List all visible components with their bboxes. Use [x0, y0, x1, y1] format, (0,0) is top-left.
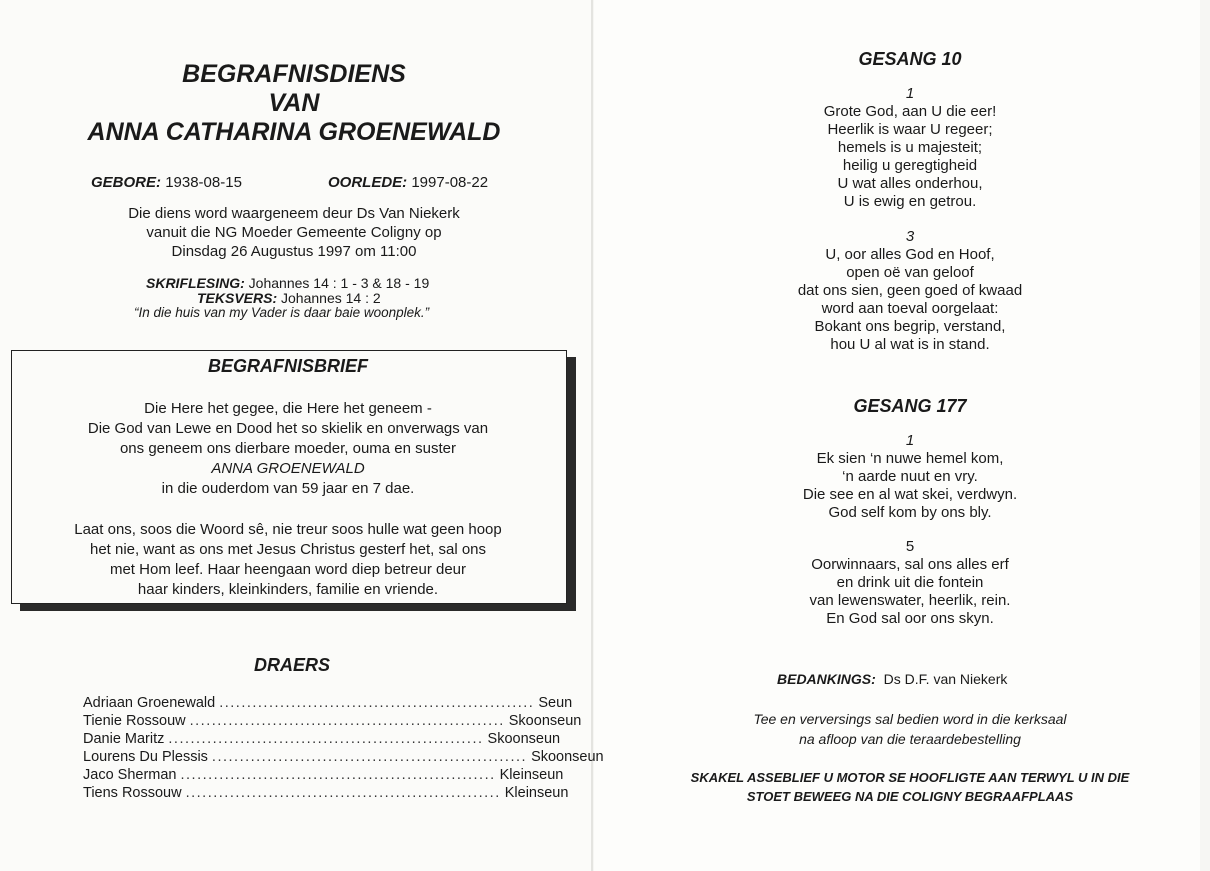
bearer-name: Danie Maritz: [83, 731, 165, 747]
note-line: na afloop van die teraardebestelling: [799, 731, 1021, 747]
letter-paragraph-1: [11, 399, 565, 499]
bearers-list: [83, 694, 604, 802]
bearer-row: [83, 712, 582, 730]
service-line: Die diens word waargeneem deur Ds Van Niekerk: [128, 205, 460, 222]
hymn-177: [610, 397, 1210, 628]
age-line: in die ouderdom van 59 jaar en 7 dae.: [161, 480, 415, 497]
leader-dots: .........................................................: [211, 749, 528, 765]
verse-line: hou U al wat is in stand.: [830, 336, 990, 353]
bearer-row: [83, 766, 564, 784]
verse-line: Ek sien ‘n nuwe hemel kom,: [816, 450, 1004, 467]
bearers-heading: DRAERS: [253, 655, 330, 675]
notice-line: STOET BEWEEG NA DIE COLIGNY BEGRAAFPLAAS: [746, 789, 1074, 804]
verse-number: 1: [905, 85, 915, 102]
verse-line: Die see en al wat skei, verdwyn.: [802, 486, 1018, 503]
hymn-10: [610, 50, 1210, 354]
thanks-label: BEDANKINGS:: [777, 671, 876, 687]
service-title: [0, 60, 588, 147]
letter-line: Die God van Lewe en Dood het so skielik en onverwags van: [87, 420, 489, 437]
letter-line: haar kinders, kleinkinders, familie en vriende.: [137, 581, 439, 598]
service-line: vanuit die NG Moeder Gemeente Coligny op: [146, 224, 442, 241]
leader-dots: .........................................................: [189, 713, 505, 729]
letter-line: Die Here het gegee, die Here het geneem -: [144, 400, 432, 417]
thanks-value: Ds D.F. van Niekerk: [883, 671, 1008, 687]
bearer-role: Kleinseun: [499, 767, 564, 783]
hymn-title: GESANG 10: [858, 49, 962, 69]
verse-line: van lewenswater, heerlik, rein.: [809, 592, 1011, 609]
bearer-role: Skoonseun: [487, 731, 561, 747]
title-line: ANNA CATHARINA GROENEWALD: [87, 118, 501, 146]
verse-line: Grote God, aan U die eer!: [823, 103, 997, 120]
scripture-quote: “In die huis van my Vader is daar baie woonplek.”: [134, 305, 430, 320]
thanks-row: [777, 670, 1007, 688]
notice-line: SKAKEL ASSEBLIEF U MOTOR SE HOOFLIGTE AAN TERWYL U IN DIE: [690, 770, 1130, 785]
verse-line: Oorwinnaars, sal ons alles erf: [811, 556, 1009, 573]
bearer-name: Jaco Sherman: [83, 767, 177, 783]
letter-line: met Hom leef. Haar heengaan word diep betreur deur: [109, 561, 467, 578]
letter-line: Laat ons, soos die Woord sê, nie treur soos hulle wat geen hoop: [74, 521, 502, 538]
reading-value: Johannes 14 : 1 - 3 & 18 - 19: [248, 275, 430, 291]
born-row: [91, 173, 242, 193]
bearer-name: Tienie Rossouw: [83, 713, 186, 729]
headlights-notice: [610, 768, 1210, 806]
refreshments-note: [610, 709, 1210, 749]
bearer-row: [83, 748, 604, 766]
born-label: GEBORE:: [91, 174, 162, 191]
leader-dots: .........................................................: [180, 767, 496, 783]
verse-number: 1: [905, 432, 915, 449]
bearer-row: [83, 730, 561, 748]
bearer-name: Lourens Du Plessis: [83, 749, 208, 765]
died-date: 1997-08-22: [411, 174, 489, 191]
title-line: VAN: [268, 89, 320, 117]
deceased-name: ANNA GROENEWALD: [211, 460, 365, 477]
verse-line: en drink uit die fontein: [836, 574, 984, 591]
verse-line: Bokant ons begrip, verstand,: [814, 318, 1006, 335]
service-details: [0, 204, 588, 261]
service-line: Dinsdag 26 Augustus 1997 om 11:00: [171, 243, 417, 260]
leader-dots: .........................................................: [185, 785, 501, 801]
verse-line: En God sal oor ons skyn.: [826, 610, 994, 627]
verse-line: Heerlik is waar U regeer;: [827, 121, 993, 138]
verse-line: U is ewig en getrou.: [843, 193, 977, 210]
bearer-row: [83, 784, 569, 802]
bearer-row: [83, 694, 573, 712]
verse-line: word aan toeval oorgelaat:: [821, 300, 999, 317]
bearer-name: Adriaan Groenewald: [83, 695, 216, 711]
verse-line: hemels is u majesteit;: [837, 139, 983, 156]
verse-line: heilig u geregtigheid: [842, 157, 978, 174]
verse-line: ‘n aarde nuut en vry.: [842, 468, 978, 485]
died-label: OORLEDE:: [328, 174, 408, 191]
bearer-role: Skoonseun: [508, 713, 582, 729]
page-fold: [591, 0, 593, 871]
letter-line: het nie, want as ons met Jesus Christus gesterf het, sal ons: [89, 541, 487, 558]
bearer-role: Seun: [538, 695, 573, 711]
verse-number: 3: [905, 228, 915, 245]
text-value: Johannes 14 : 2: [281, 290, 381, 306]
bearer-role: Skoonseun: [531, 749, 604, 765]
verse-number: 5: [905, 538, 915, 555]
verse-line: dat ons sien, geen goed of kwaad: [797, 282, 1023, 299]
letter-content: [11, 356, 565, 600]
bearer-name: Tiens Rossouw: [83, 785, 182, 801]
verse-line: God self kom by ons bly.: [828, 504, 992, 521]
note-line: Tee en verversings sal bedien word in die kerksaal: [753, 711, 1067, 727]
died-row: [328, 173, 488, 193]
bearer-role: Kleinseun: [504, 785, 569, 801]
hymn-title: GESANG 177: [853, 396, 967, 416]
verse-line: U wat alles onderhou,: [837, 175, 983, 192]
leader-dots: .........................................................: [168, 731, 484, 747]
verse-line: open oë van geloof: [846, 264, 974, 281]
leader-dots: .........................................................: [219, 695, 535, 711]
text-label: TEKSVERS:: [197, 290, 278, 306]
letter-line: ons geneem ons dierbare moeder, ouma en suster: [119, 440, 457, 457]
title-line: BEGRAFNISDIENS: [182, 60, 406, 88]
reading-label: SKRIFLESING:: [146, 275, 245, 291]
verse-line: U, oor alles God en Hoof,: [825, 246, 995, 263]
letter-paragraph-2: [11, 520, 565, 600]
born-date: 1938-08-15: [165, 174, 242, 191]
letter-heading: BEGRAFNISBRIEF: [207, 356, 368, 376]
